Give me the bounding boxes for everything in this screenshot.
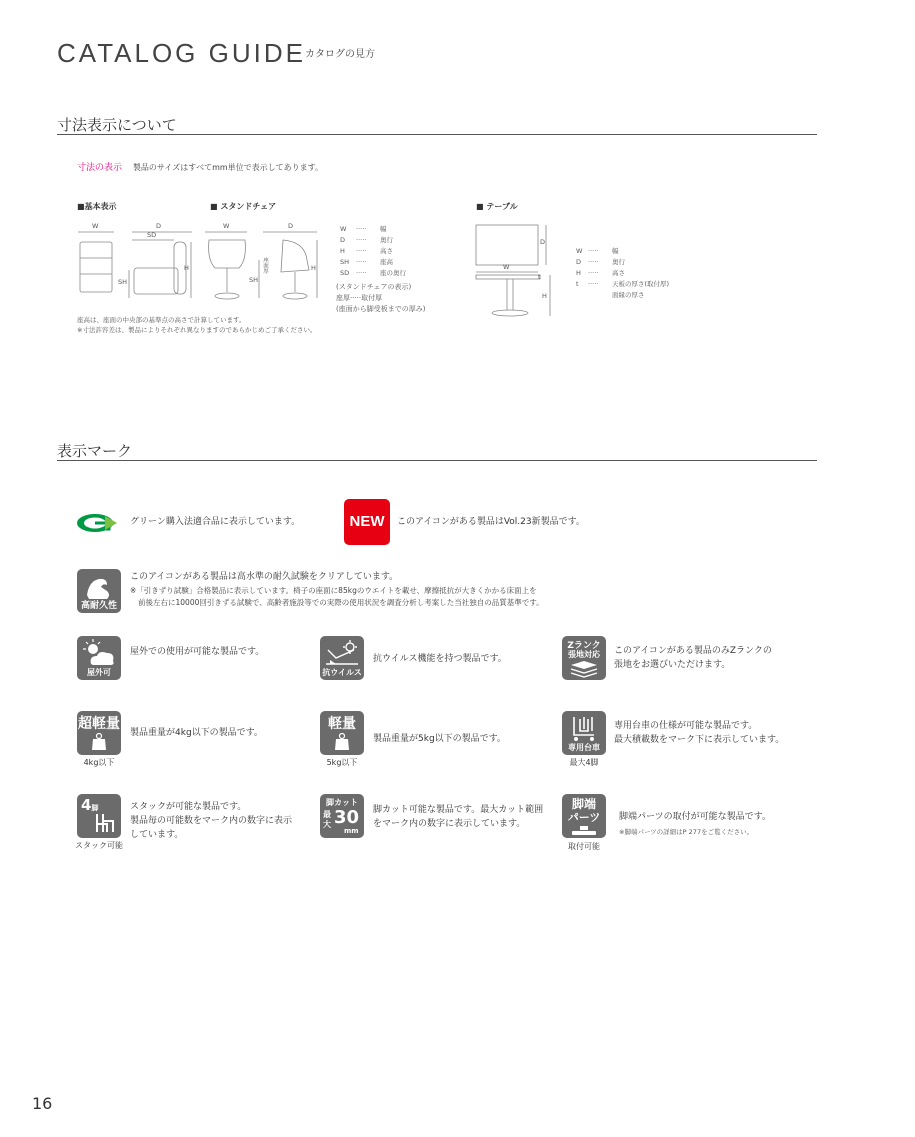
stack-icon: [77, 794, 121, 838]
stack-line-1: スタックが可能な製品です。: [130, 802, 247, 812]
light-title: 軽量: [328, 716, 356, 732]
stack-number: 4脚: [81, 796, 99, 814]
new-mark-text: このアイコンがある製品はVol.23新製品です。: [397, 517, 585, 527]
legend-row: SD ····· 座の奥行: [340, 269, 406, 277]
stand-dim-w: W: [223, 222, 230, 230]
cart-line-2: 最大積載数をマーク下に表示しています。: [614, 735, 785, 745]
durable-line-2: ※「引きずり試験」合格製品に表示しています。椅子の座面に85kgのウエイトを載せ、摩擦抵抗が大きくかかる床面上を: [130, 586, 537, 595]
light-under: 5kg以下: [326, 758, 358, 767]
stand-chair-diagram: [203, 220, 328, 305]
leg-cap-icon: [570, 826, 598, 836]
legcut-top: 脚カット: [326, 798, 358, 807]
table-dim-w: W: [503, 263, 510, 271]
legend-row: D ····· 奥行: [576, 258, 625, 266]
stand-dim-h: H: [311, 264, 316, 272]
basic-label: ■基本表示: [77, 202, 117, 211]
table-label: ■ テーブル: [476, 202, 518, 211]
table-diagram: [470, 220, 560, 320]
antivirus-caption: 抗ウイルス: [322, 668, 362, 677]
legparts-icon: [562, 794, 606, 838]
table-legend: [576, 246, 669, 301]
table-dim-t: t: [538, 273, 541, 281]
weight-icon: [91, 733, 107, 751]
stack-line-3: しています。: [130, 830, 184, 840]
stack-under: スタック可能: [75, 841, 123, 850]
cart-caption: 専用台車: [568, 743, 600, 752]
durable-caption: 高耐久性: [80, 601, 117, 611]
legend-row: H ····· 高さ: [576, 269, 625, 277]
stand-note-1: (スタンドチェアの表示): [336, 283, 412, 291]
zrank-top: Zランク: [567, 641, 601, 651]
basic-dim-sd: SD: [147, 231, 157, 239]
dimension-intro-text: 製品のサイズはすべてmm単位で表示してあります。: [132, 163, 324, 172]
legparts-note: ※脚端パーツの詳細はP 277をご覧ください。: [619, 828, 754, 836]
legcut-line-2: をマーク内の数字に表示しています。: [373, 819, 526, 829]
cart-under: 最大4脚: [569, 758, 599, 767]
stack-line-2: 製品毎の可能数をマーク内の数字に表示: [130, 816, 293, 826]
legparts-title-1: 脚端: [571, 797, 596, 811]
basic-dim-w: W: [92, 222, 99, 230]
stacked-chairs-icon: [93, 812, 117, 834]
page-subtitle: カタログの見方: [305, 49, 375, 60]
legcut-icon: [320, 794, 364, 838]
new-badge-label: NEW: [349, 513, 385, 530]
legparts-line-1: 脚端パーツの取付が可能な製品です。: [619, 812, 771, 822]
new-badge: [344, 499, 390, 545]
zrank-line-1: このアイコンがある製品のみZランクの: [614, 646, 772, 656]
page-title: CATALOG GUIDE: [57, 38, 306, 68]
light-icon: [320, 711, 364, 755]
outdoor-icon: [77, 636, 121, 680]
legcut-line-1: 脚カット可能な製品です。最大カット範囲: [373, 805, 544, 815]
basic-dim-d: D: [156, 222, 162, 230]
legend-row: H ····· 高さ: [340, 247, 393, 255]
ultralight-text: 製品重量が4kg以下の製品です。: [130, 728, 263, 738]
page-number: 16: [32, 1094, 53, 1113]
section-rule: [57, 134, 817, 135]
green-mark-text: グリーン購入法適合品に表示しています。: [130, 517, 301, 527]
ultralight-under: 4kg以下: [83, 758, 115, 767]
dimension-intro: [77, 160, 323, 173]
ultralight-icon: [77, 711, 121, 755]
basic-dim-sh: SH: [118, 278, 128, 286]
fabric-layers-icon: [569, 661, 599, 678]
footnote-1: 座高は、座面の中央部の基準点の高さで計算しています。: [77, 316, 246, 324]
dimension-intro-label: 寸法の表示: [77, 163, 123, 173]
table-dim-h: H: [542, 292, 547, 300]
legcut-value: 30: [334, 807, 360, 828]
legparts-title-2: パーツ: [567, 811, 601, 824]
durable-line-3: 前後左右に10000回引きずる試験で、高齢者施設等での実際の使用状況を調査分析し考案した当社独自の品質基準です。: [138, 598, 544, 607]
legend-row: SH ····· 座高: [340, 258, 393, 266]
zrank-mid: 張地対応: [568, 650, 600, 659]
stand-dim-seat: 座面厚: [262, 257, 268, 274]
outdoor-caption: 屋外可: [87, 668, 111, 677]
basic-dim-h: H: [184, 264, 189, 272]
stand-note-2: 座厚·····取付厚: [336, 294, 383, 302]
light-text: 製品重量が5kg以下の製品です。: [373, 734, 506, 744]
stand-notes: [336, 282, 425, 315]
table-dim-d: D: [540, 238, 546, 246]
legcut-max: 最 大: [323, 810, 331, 829]
antivirus-text: 抗ウイルス機能を持つ製品です。: [373, 654, 507, 664]
cart-line-1: 専用台車の仕様が可能な製品です。: [614, 721, 758, 731]
legparts-under: 取付可能: [568, 842, 600, 851]
cart-icon: [562, 711, 606, 755]
basic-chair-diagram: [74, 220, 199, 305]
legcut-unit: mm: [344, 827, 359, 835]
zrank-icon: [562, 636, 606, 680]
zrank-line-2: 張地をお選びいただけます。: [614, 660, 731, 670]
outdoor-text: 屋外での使用が可能な製品です。: [130, 647, 265, 657]
section-rule: [57, 460, 817, 461]
chair-legend: [340, 224, 406, 279]
ultralight-title: 超軽量: [78, 716, 120, 732]
stand-dim-d: D: [288, 222, 294, 230]
durable-line-1: このアイコンがある製品は高水準の耐久試験をクリアしています。: [130, 572, 399, 582]
weight-icon: [334, 733, 350, 751]
legend-row-extra: 面縁の厚さ: [612, 291, 645, 299]
stand-note-3: (座面から脚受板までの厚み): [336, 305, 426, 313]
legend-row: t ····· 天板の厚さ(取付厚): [576, 280, 670, 288]
footnote-2: ※寸法許容差は、製品によりそれぞれ異なりますのであらかじめご了承ください。: [77, 326, 317, 334]
stand-dim-sh: SH: [249, 276, 259, 284]
legend-row: W ····· 幅: [576, 247, 619, 255]
durable-icon: [77, 569, 121, 613]
section-heading-dimensions: 寸法表示について: [57, 116, 177, 134]
legend-row: D ····· 奥行: [340, 236, 393, 244]
legend-row: W ····· 幅: [340, 225, 387, 233]
green-purchase-icon: [75, 512, 121, 534]
stand-label: ■ スタンドチェア: [210, 202, 277, 211]
antivirus-icon: [320, 636, 364, 680]
section-heading-marks: 表示マーク: [57, 442, 133, 460]
